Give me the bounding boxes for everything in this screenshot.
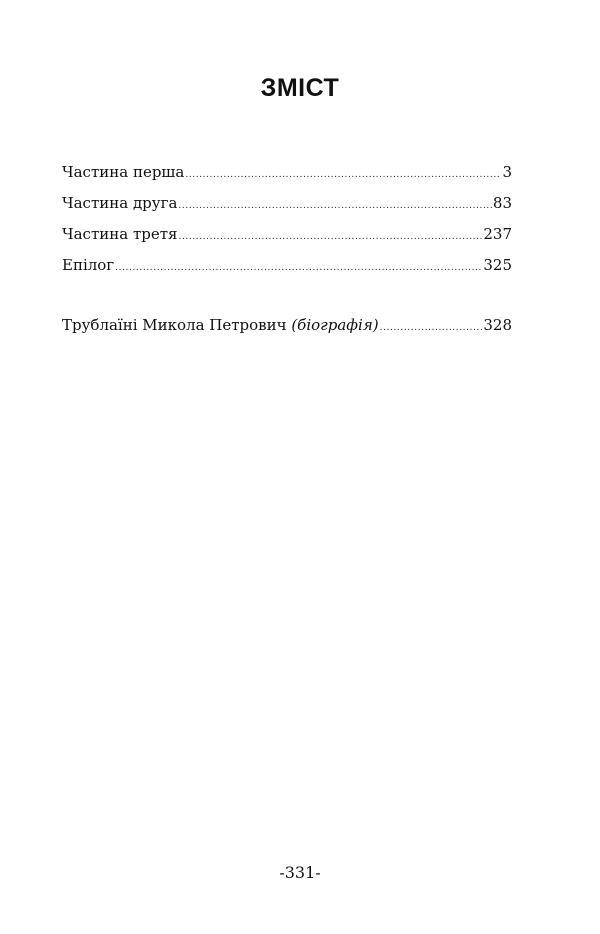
toc-entry-page: 325: [483, 256, 512, 274]
toc-entry-page: 83: [492, 194, 512, 212]
table-of-contents-appendix: [62, 315, 512, 346]
toc-entry-biography[interactable]: [62, 315, 512, 335]
toc-entry-label-italic: (біографія): [291, 316, 379, 334]
toc-entry-label-text: Трублаїні Микола Петрович: [62, 316, 292, 334]
table-of-contents: [62, 162, 512, 286]
page-title: ЗМІСТ: [260, 74, 340, 102]
toc-entry-page: 328: [483, 316, 512, 334]
toc-entry-page: 3: [502, 163, 512, 181]
toc-entry-label: [62, 315, 379, 335]
toc-entry-label: Епілог: [62, 256, 115, 274]
toc-entry-label: Частина друга: [62, 194, 178, 212]
toc-entry-epilogue[interactable]: [62, 255, 512, 275]
page-number: -331-: [279, 863, 321, 882]
toc-entry-part-one[interactable]: [62, 162, 512, 182]
toc-entry-page: 237: [483, 225, 512, 243]
dot-leader: [178, 227, 482, 247]
toc-entry-part-two[interactable]: [62, 193, 512, 213]
toc-entry-label: Частина перша: [62, 163, 185, 181]
dot-leader: [115, 258, 482, 278]
dot-leader: [380, 318, 483, 338]
toc-entry-label: Частина третя: [62, 225, 178, 243]
dot-leader: [185, 165, 501, 185]
toc-entry-part-three[interactable]: [62, 224, 512, 244]
dot-leader: [178, 196, 491, 216]
